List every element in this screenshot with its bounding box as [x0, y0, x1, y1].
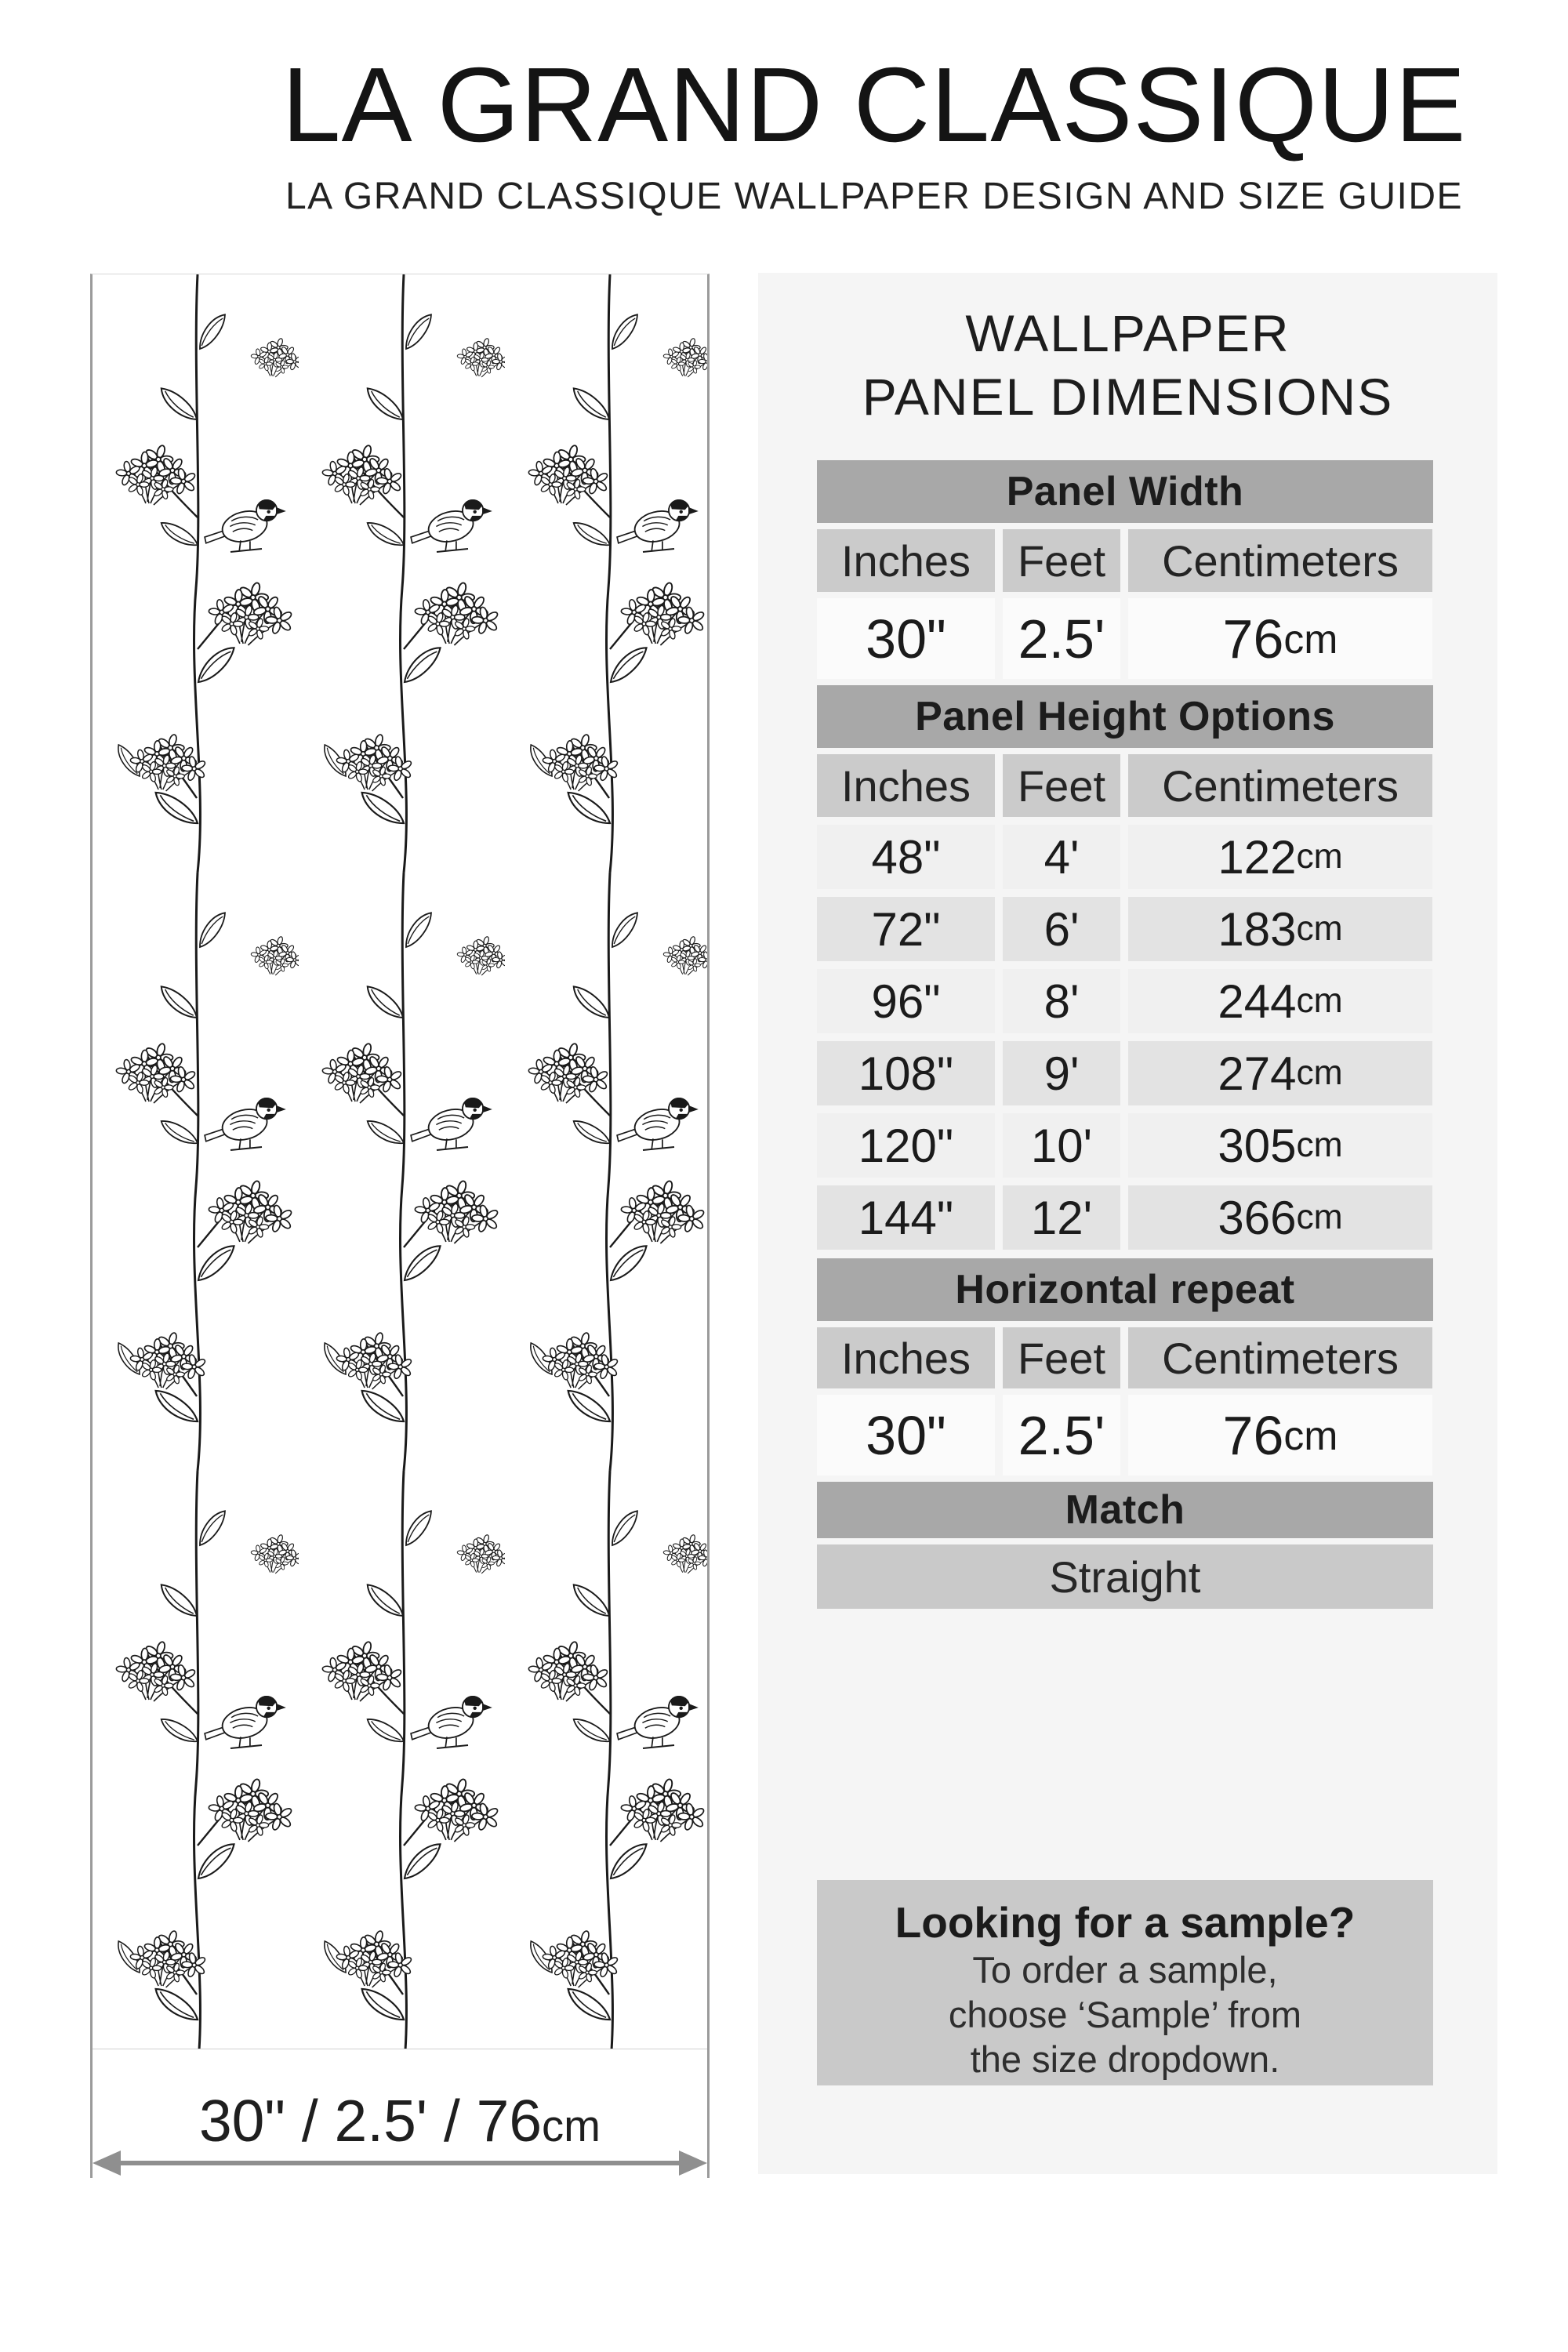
width-label — [93, 2087, 707, 2154]
panel-height-header-row — [817, 754, 1433, 817]
column-header-feet: Feet — [1003, 754, 1120, 817]
arrow-left-head-icon — [93, 2151, 121, 2176]
height-feet-value: 4' — [1003, 825, 1120, 889]
cm-number: 183 — [1218, 902, 1297, 956]
cm-unit: cm — [1296, 1054, 1343, 1092]
panel-heading-line1: WALLPAPER — [965, 304, 1290, 362]
column-header-centimeters: Centimeters — [1128, 1327, 1432, 1388]
cm-unit: cm — [1296, 909, 1343, 948]
cm-number: 76 — [1222, 608, 1284, 670]
width-label-unit: cm — [542, 2101, 601, 2151]
cm-unit: cm — [1296, 837, 1343, 876]
cm-number: 274 — [1218, 1047, 1297, 1100]
height-inches-value: 120" — [817, 1113, 995, 1178]
brand-subtitle: LA GRAND CLASSIQUE WALLPAPER DESIGN AND SIZE GUIDE — [285, 175, 1464, 217]
sample-title: Looking for a sample? — [895, 1898, 1356, 1947]
height-cm-value — [1128, 1113, 1432, 1178]
table-row — [817, 1041, 1433, 1105]
cm-number: 76 — [1222, 1404, 1284, 1466]
height-feet-value: 10' — [1003, 1113, 1120, 1178]
dimensions-panel — [758, 273, 1497, 2174]
repeat-cm-value — [1128, 1395, 1432, 1475]
column-header-feet: Feet — [1003, 529, 1120, 592]
table-row — [817, 1113, 1433, 1178]
height-cm-value — [1128, 897, 1432, 961]
height-inches-value: 72" — [817, 897, 995, 961]
panel-height-table — [817, 685, 1433, 1250]
panel-width-table — [817, 460, 1433, 679]
height-feet-value: 8' — [1003, 969, 1120, 1033]
column-header-inches: Inches — [817, 754, 995, 817]
horizontal-repeat-table — [817, 1258, 1433, 1475]
table-row — [817, 1185, 1433, 1250]
match-title: Match — [817, 1482, 1433, 1538]
panel-width-value-row — [817, 598, 1433, 679]
width-feet-value: 2.5' — [1003, 598, 1120, 679]
sample-text-line: choose ‘Sample’ from — [948, 1994, 1302, 2035]
height-feet-value: 9' — [1003, 1041, 1120, 1105]
column-header-feet: Feet — [1003, 1327, 1120, 1388]
match-table — [817, 1482, 1433, 1609]
height-feet-value: 12' — [1003, 1185, 1120, 1250]
cm-number: 305 — [1218, 1119, 1297, 1172]
column-header-inches: Inches — [817, 529, 995, 592]
floral-bird-pattern-image — [93, 274, 707, 2049]
height-feet-value: 6' — [1003, 897, 1120, 961]
match-value: Straight — [817, 1544, 1433, 1609]
repeat-header-row — [817, 1327, 1433, 1388]
arrow-shaft — [121, 2161, 679, 2165]
cm-unit: cm — [1296, 1126, 1343, 1164]
wallpaper-preview — [90, 274, 710, 2178]
height-cm-value — [1128, 1185, 1432, 1250]
repeat-feet-value: 2.5' — [1003, 1395, 1120, 1475]
arrow-right-head-icon — [679, 2151, 707, 2176]
brand-title: LA GRAND CLASSIQUE — [281, 45, 1467, 164]
repeat-inches-value: 30" — [817, 1395, 995, 1475]
panel-width-annotation — [93, 2049, 707, 2179]
height-cm-value — [1128, 825, 1432, 889]
width-label-value: 30" / 2.5' / 76 — [198, 2088, 543, 2154]
cm-unit: cm — [1296, 1198, 1343, 1236]
height-inches-value: 96" — [817, 969, 995, 1033]
wallpaper-pattern — [93, 274, 707, 2049]
height-inches-value: 48" — [817, 825, 995, 889]
table-row — [817, 969, 1433, 1033]
width-cm-value — [1128, 598, 1432, 679]
width-arrow — [93, 2150, 707, 2176]
height-inches-value: 108" — [817, 1041, 995, 1105]
panel-height-title: Panel Height Options — [817, 685, 1433, 748]
cm-number: 244 — [1218, 975, 1297, 1028]
width-inches-value: 30" — [817, 598, 995, 679]
repeat-value-row — [817, 1395, 1433, 1475]
sample-text-line: the size dropdown. — [970, 2038, 1280, 2080]
cm-unit: cm — [1283, 615, 1338, 662]
cm-unit: cm — [1283, 1412, 1338, 1458]
sample-text-line: To order a sample, — [972, 1949, 1278, 1991]
height-cm-value — [1128, 969, 1432, 1033]
cm-number: 366 — [1218, 1191, 1297, 1244]
horizontal-repeat-title: Horizontal repeat — [817, 1258, 1433, 1321]
column-header-inches: Inches — [817, 1327, 995, 1388]
cm-unit: cm — [1296, 982, 1343, 1020]
header — [180, 47, 1568, 218]
column-header-centimeters: Centimeters — [1128, 529, 1432, 592]
height-cm-value — [1128, 1041, 1432, 1105]
column-header-centimeters: Centimeters — [1128, 754, 1432, 817]
panel-heading — [758, 302, 1497, 429]
panel-width-header-row — [817, 529, 1433, 592]
panel-width-title: Panel Width — [817, 460, 1433, 523]
panel-heading-line2: PANEL DIMENSIONS — [862, 368, 1394, 426]
table-row — [817, 825, 1433, 889]
table-row — [817, 897, 1433, 961]
sample-info-box — [817, 1880, 1433, 2085]
cm-number: 122 — [1218, 830, 1297, 884]
height-inches-value: 144" — [817, 1185, 995, 1250]
